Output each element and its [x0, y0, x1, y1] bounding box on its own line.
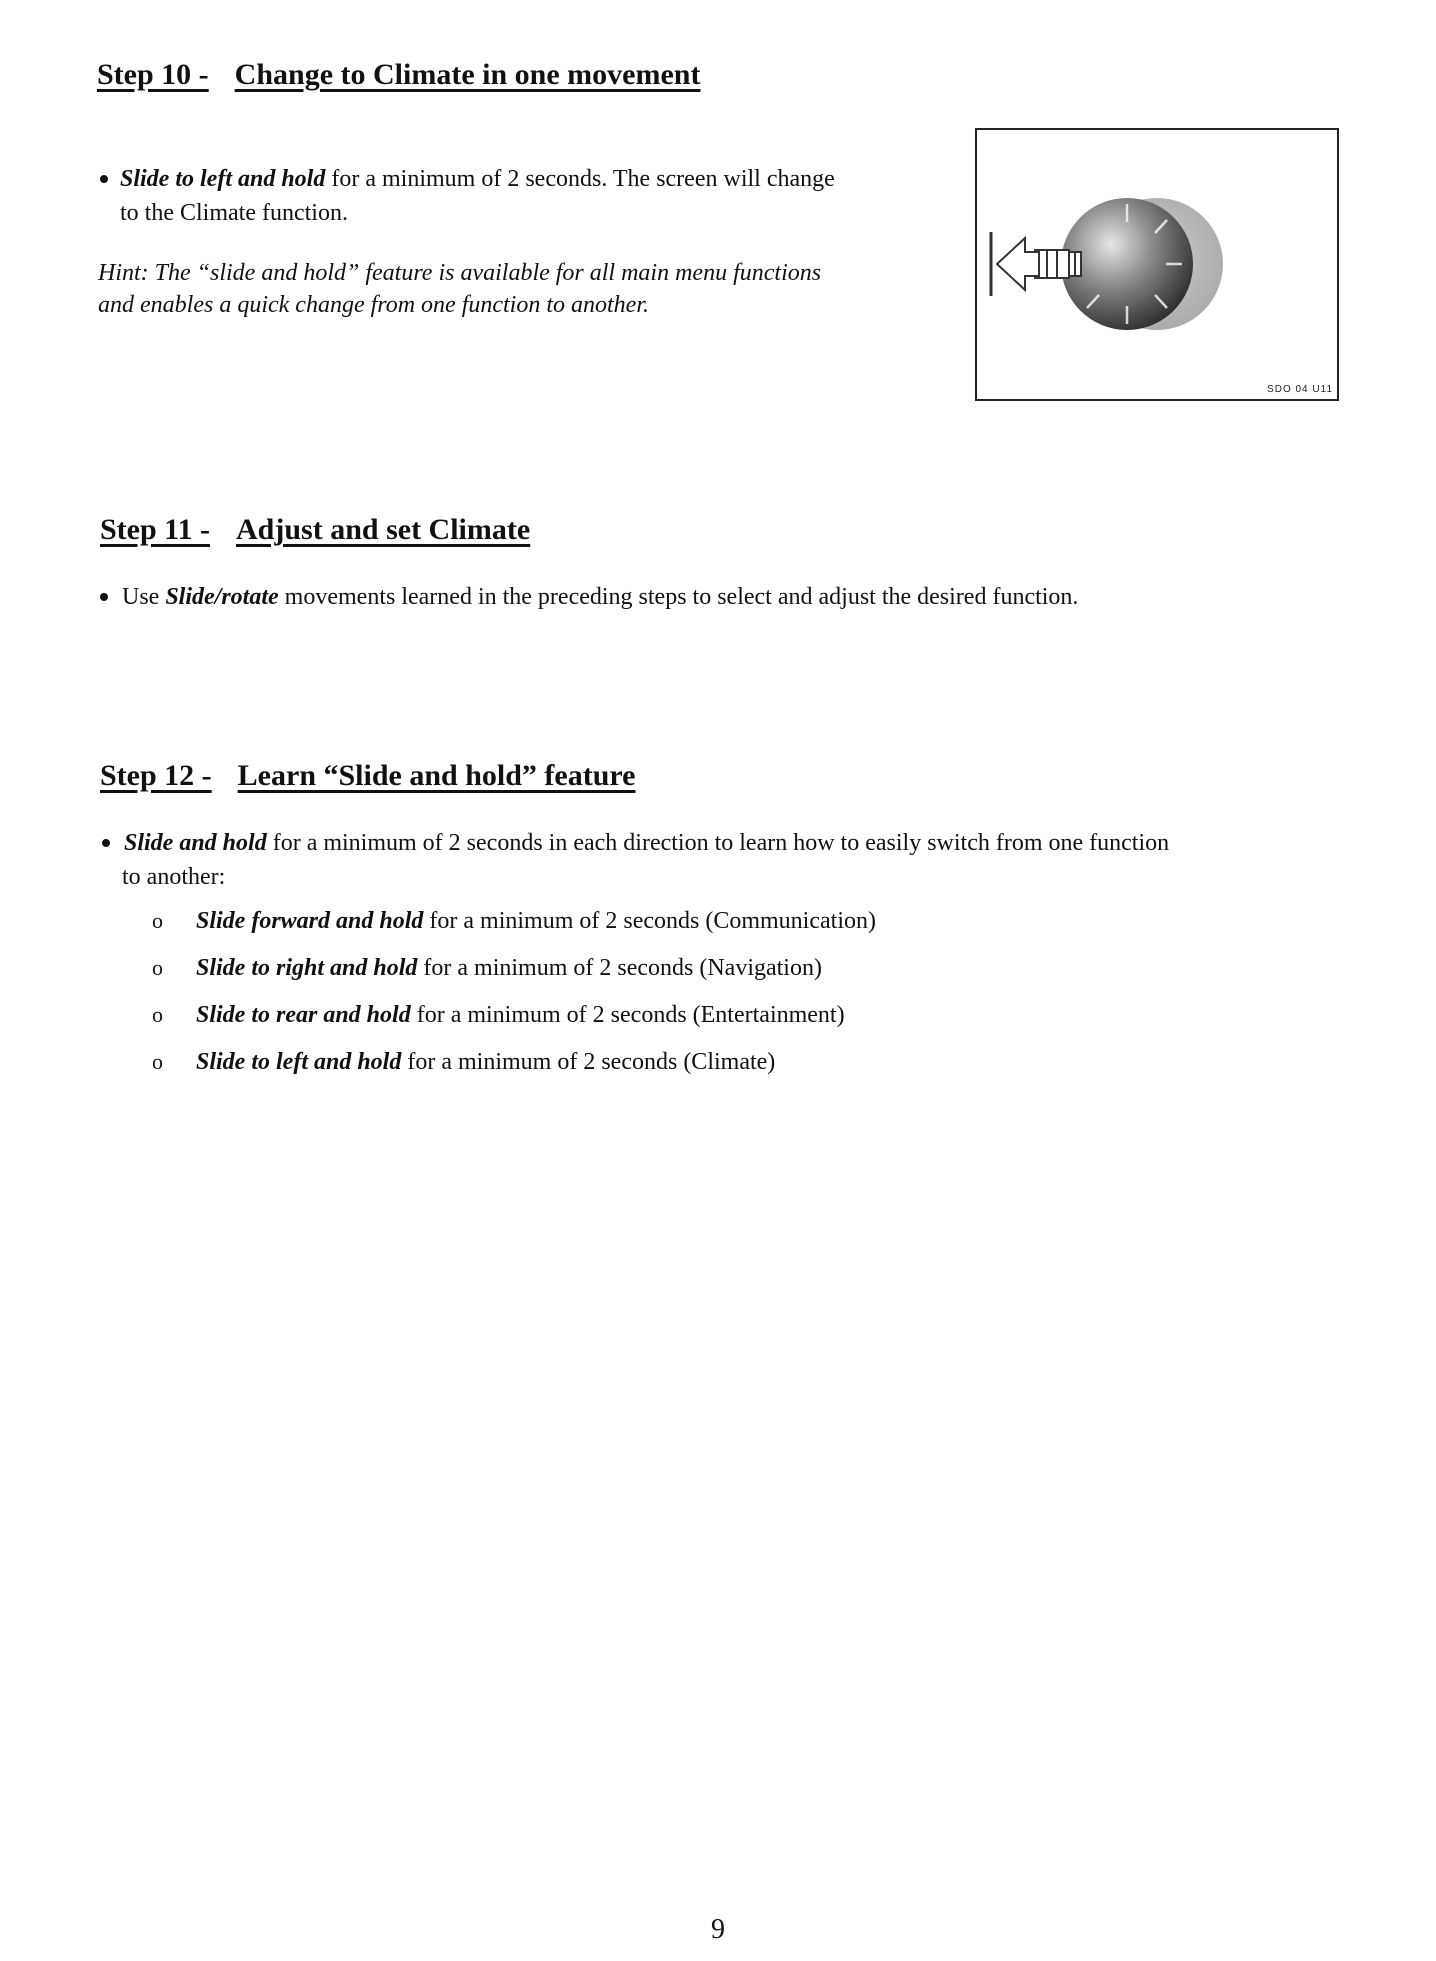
bullet-dot [100, 593, 108, 601]
idrive-controller-slide-left-icon [977, 130, 1337, 399]
controller-figure [975, 128, 1339, 401]
subitem-rest: for a minimum of 2 seconds (Communication) [423, 908, 876, 934]
step10-hint-line2: and enables a quick change from one function to another. [98, 292, 650, 318]
step11-heading [100, 513, 530, 547]
subitem-rest: for a minimum of 2 seconds (Climate) [401, 1049, 776, 1075]
step11-bullet-emph: Slide/rotate [165, 584, 279, 610]
step10-heading [97, 58, 700, 92]
bullet-dot [102, 839, 110, 847]
step10-hint-line1: Hint: The “slide and hold” feature is available for all main menu functions [98, 260, 822, 286]
step12-title: Learn “Slide and hold” feature [237, 759, 636, 792]
step10-bullet-emph: Slide to left and hold [120, 166, 326, 192]
bullet-dot [100, 175, 108, 183]
sub-marker: o [152, 1002, 163, 1027]
step10-title: Change to Climate in one movement [234, 58, 701, 91]
subitem-emph: Slide forward and hold [196, 908, 424, 934]
step12-bullet-rest-2: to another: [122, 864, 226, 890]
sub-marker: o [152, 955, 163, 980]
step10-bullet-rest-1: for a minimum of 2 seconds. The screen will change [325, 166, 835, 192]
step12-label: Step 12 - [100, 759, 212, 792]
subitem-emph: Slide to left and hold [196, 1049, 402, 1075]
step12-heading [100, 759, 636, 793]
figure-code: SDO 04 U11 [1267, 384, 1333, 395]
step11-bullet-pre: Use [122, 584, 166, 610]
sub-marker: o [152, 1049, 163, 1074]
step11-label: Step 11 - [100, 513, 211, 546]
subitem-rest: for a minimum of 2 seconds (Entertainment) [410, 1002, 845, 1028]
step11-bullet-rest: movements learned in the preceding steps to select and adjust the desired function. [278, 584, 1079, 610]
page-number: 9 [711, 1914, 725, 1945]
step11-title: Adjust and set Climate [236, 513, 531, 546]
step12-bullet-emph: Slide and hold [124, 830, 267, 856]
step10-bullet-rest-2: to the Climate function. [120, 200, 348, 226]
subitem-emph: Slide to right and hold [196, 955, 418, 981]
step12-bullet-rest-1: for a minimum of 2 seconds in each direction to learn how to easily switch from one function [266, 830, 1170, 856]
step10-label: Step 10 - [97, 58, 209, 91]
subitem-emph: Slide to rear and hold [196, 1002, 411, 1028]
sub-marker: o [152, 908, 163, 933]
subitem-rest: for a minimum of 2 seconds (Navigation) [417, 955, 822, 981]
